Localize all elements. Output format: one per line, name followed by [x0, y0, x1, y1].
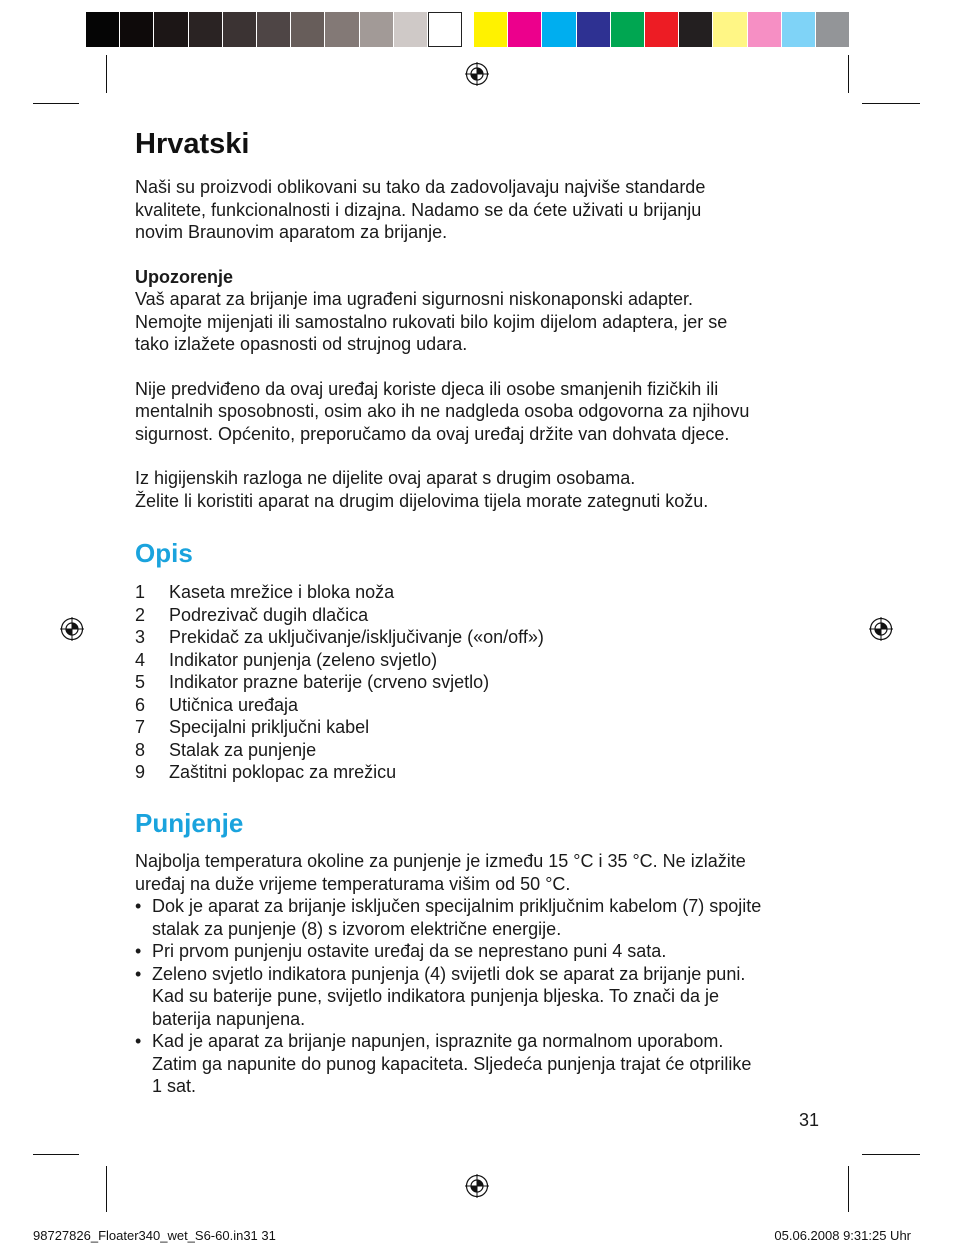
- bullet-line: Dok je aparat za brijanje isključen specijalnim priključnim kabelom (7) spojite: [152, 896, 762, 916]
- list-item-text: Specijalni priključni kabel: [169, 717, 370, 737]
- registration-mark-icon: [465, 1174, 489, 1198]
- list-item: [135, 739, 825, 762]
- list-item: [135, 1030, 825, 1098]
- list-item-number: 2: [135, 604, 146, 625]
- intro-line: novim Braunovim aparatom za brijanje.: [135, 222, 448, 242]
- bullet-line: Zeleno svjetlo indikatora punjenja (4) svijetli dok se aparat za brijanje puni.: [152, 963, 746, 984]
- list-item-text: Stalak za punjenje: [169, 739, 317, 760]
- list-item: [135, 716, 825, 739]
- color-swatch: [257, 12, 291, 47]
- color-swatch: [325, 12, 359, 47]
- list-item: [135, 940, 825, 963]
- warning-heading: Upozorenje: [135, 266, 234, 287]
- list-item: [135, 671, 825, 694]
- color-swatch: [428, 12, 462, 47]
- list-item-number: 3: [135, 627, 146, 647]
- color-calibration-bar: [86, 12, 850, 47]
- color-swatch: [189, 12, 223, 47]
- crop-mark: [862, 1154, 920, 1155]
- color-swatch: [291, 12, 325, 47]
- color-swatch: [645, 12, 679, 47]
- warning-line: sigurnost. Općenito, preporučamo da ovaj uređaj držite van dohvata djece.: [135, 423, 730, 444]
- color-swatch: [611, 12, 645, 47]
- charging-steps-list: [135, 895, 825, 1098]
- color-swatch: [360, 12, 394, 47]
- crop-mark: [33, 103, 79, 104]
- bullet-text: [152, 1030, 751, 1098]
- list-item: [135, 895, 825, 940]
- warning-line: tako izlažete opasnosti od strujnog udara.: [135, 334, 468, 354]
- intro-section: [135, 176, 825, 512]
- list-item-number: 6: [135, 694, 146, 715]
- list-item-text: Utičnica uređaja: [169, 694, 299, 715]
- bullet-text: [152, 940, 666, 963]
- bullet-icon: •: [135, 941, 142, 961]
- color-swatch: [782, 12, 816, 47]
- list-item-text: Podrezivač dugih dlačica: [169, 604, 369, 625]
- bullet-icon: •: [135, 963, 142, 984]
- punjenje-section: [135, 808, 825, 1098]
- color-swatch: [474, 12, 508, 47]
- bullet-text: [152, 963, 745, 1031]
- warning-line: mentalnih sposobnosti, osim ako ih ne nadgleda osoba odgovorna za njihovu: [135, 401, 750, 421]
- list-item-number: 7: [135, 717, 146, 737]
- list-item: [135, 626, 825, 649]
- list-item-text: Zaštitni poklopac za mrežicu: [169, 762, 397, 782]
- bullet-icon: •: [135, 1031, 142, 1051]
- list-item-number: 1: [135, 582, 146, 602]
- section-heading-opis: Opis: [135, 538, 193, 568]
- footer-timestamp: 05.06.2008 9:31:25 Uhr: [774, 1228, 911, 1243]
- crop-mark: [862, 103, 920, 104]
- warning-line: Vaš aparat za brijanje ima ugrađeni sigurnosni niskonaponski adapter.: [135, 289, 694, 309]
- color-swatch: [394, 12, 428, 47]
- list-item-text: Indikator prazne baterije (crveno svjetlo): [169, 672, 490, 692]
- bullet-text: [152, 895, 761, 940]
- bullet-line: stalak za punjenje (8) s izvorom električne energije.: [152, 918, 562, 939]
- color-swatch: [816, 12, 850, 47]
- list-item-text: Prekidač za uključivanje/isključivanje («on/off»): [169, 627, 544, 647]
- crop-mark: [848, 1166, 849, 1212]
- page-title: Hrvatski: [135, 128, 250, 160]
- color-swatch: [223, 12, 257, 47]
- color-swatch: [86, 12, 120, 47]
- color-swatch: [154, 12, 188, 47]
- color-swatch: [577, 12, 611, 47]
- page-number: 31: [798, 1110, 819, 1130]
- bullet-icon: •: [135, 896, 142, 916]
- warning-line: Iz higijenskih razloga ne dijelite ovaj aparat s drugim osobama.: [135, 468, 636, 488]
- list-item-number: 8: [135, 739, 146, 760]
- list-item: [135, 581, 825, 604]
- list-item: [135, 649, 825, 672]
- intro-line: Naši su proizvodi oblikovani su tako da zadovoljavaju najviše standarde: [135, 177, 706, 197]
- list-item: [135, 604, 825, 627]
- list-item: [135, 694, 825, 717]
- warning-line: Nije predviđeno da ovaj uređaj koriste djeca ili osobe smanjenih fizičkih ili: [135, 378, 719, 399]
- list-item: [135, 761, 825, 784]
- list-item-text: Indikator punjenja (zeleno svjetlo): [169, 649, 438, 670]
- warning-line: Nemojte mijenjati ili samostalno rukovati bilo kojim dijelom adaptera, jer se: [135, 311, 728, 332]
- crop-mark: [848, 55, 849, 93]
- punjenje-intro-line: uređaj na duže vrijeme temperaturama višim od 50 °C.: [135, 873, 571, 894]
- list-item-number: 5: [135, 672, 146, 692]
- registration-mark-icon: [60, 617, 84, 641]
- color-swatch: [120, 12, 154, 47]
- intro-line: kvalitete, funkcionalnosti i dizajna. Nadamo se da ćete uživati u brijanju: [135, 199, 702, 220]
- color-swatch: [508, 12, 542, 47]
- color-swatch: [748, 12, 782, 47]
- bullet-line: Zatim ga napunite do punog kapaciteta. Sljedeća punjenja trajat će otprilike: [152, 1053, 752, 1074]
- bullet-line: Kad je aparat za brijanje napunjen, ispraznite ga normalnom uporabom.: [152, 1031, 724, 1051]
- crop-mark: [106, 1166, 107, 1212]
- color-swatch: [679, 12, 713, 47]
- bullet-line: 1 sat.: [152, 1076, 197, 1096]
- list-item-number: 9: [135, 762, 146, 782]
- crop-mark: [106, 55, 107, 93]
- list-item-number: 4: [135, 649, 146, 670]
- bullet-line: Kad su baterije pune, svijetlo indikatora punjenja bljeska. To znači da je: [152, 986, 720, 1006]
- bullet-line: Pri prvom punjenju ostavite uređaj da se neprestano puni 4 sata.: [152, 941, 667, 961]
- warning-line: Želite li koristiti aparat na drugim dijelovima tijela morate zategnuti kožu.: [135, 490, 709, 511]
- crop-mark: [33, 1154, 79, 1155]
- footer-file-slug: 98727826_Floater340_wet_S6-60.in31 31: [33, 1228, 276, 1243]
- punjenje-intro-line: Najbolja temperatura okoline za punjenje je između 15 °C i 35 °C. Ne izlažite: [135, 851, 746, 871]
- section-heading-punjenje: Punjenje: [135, 808, 244, 838]
- parts-list: [135, 581, 825, 784]
- color-swatch: [713, 12, 747, 47]
- registration-mark-icon: [465, 62, 489, 86]
- list-item-text: Kaseta mrežice i bloka noža: [169, 582, 395, 602]
- color-swatch: [542, 12, 576, 47]
- list-item: [135, 963, 825, 1031]
- opis-section: [135, 538, 825, 784]
- registration-mark-icon: [869, 617, 893, 641]
- bullet-line: baterija napunjena.: [152, 1008, 306, 1029]
